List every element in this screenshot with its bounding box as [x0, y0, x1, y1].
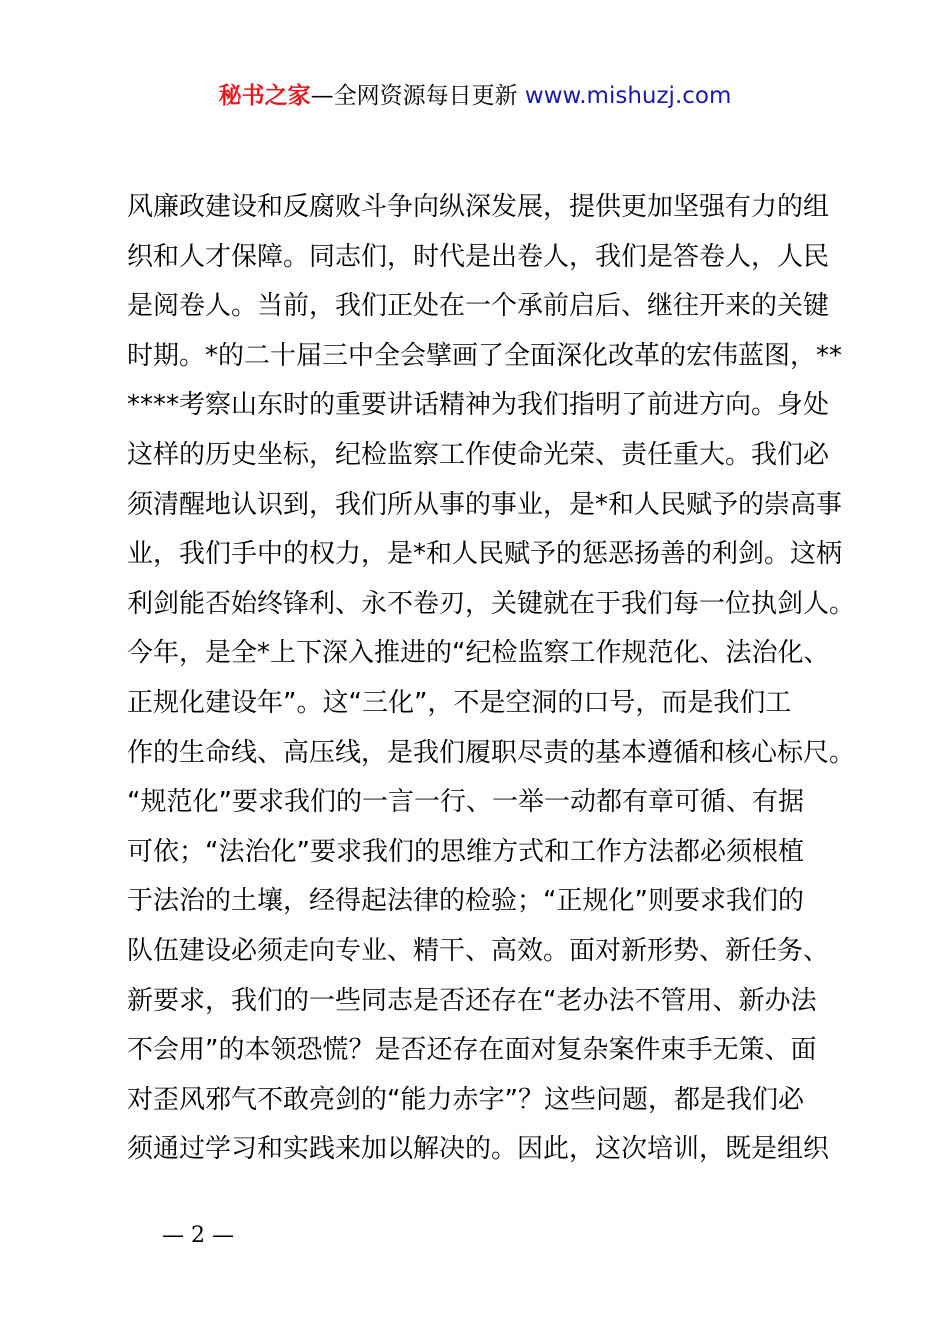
- document-body: [127, 183, 856, 1175]
- body-line: 新要求，我们的一些同志是否还存在“老办法不管用、新办法: [127, 985, 817, 1016]
- body-line: 今年，是全*上下深入推进的“纪检监察工作规范化、法治化、: [127, 638, 830, 669]
- body-line: 于法治的土壤，经得起法律的检验；“正规化”则要求我们的: [127, 886, 804, 917]
- body-line: ****考察山东时的重要讲话精神为我们指明了前进方向。身处: [127, 390, 830, 421]
- body-line: 正规化建设年”。这“三化”，不是空洞的口号，而是我们工: [127, 687, 792, 718]
- body-line: 作的生命线、高压线，是我们履职尽责的基本遵循和核心标尺。: [127, 737, 856, 768]
- body-line: 须清醒地认识到，我们所从事的事业，是*和人民赋予的崇高事: [127, 489, 843, 520]
- body-line: 可依；“法治化”要求我们的思维方式和工作方法都必须根植: [127, 836, 804, 867]
- body-line: 对歪风邪气不敢亮剑的“能力赤字”？这些问题，都是我们必: [127, 1084, 804, 1115]
- site-header: [0, 78, 950, 114]
- body-line: 业，我们手中的权力，是*和人民赋予的惩恶扬善的利剑。这柄: [127, 539, 843, 570]
- body-line: 是阅卷人。当前，我们正处在一个承前启后、继往开来的关键: [127, 291, 830, 322]
- body-line: 不会用”的本领恐慌？是否还存在面对复杂案件束手无策、面: [127, 1035, 817, 1066]
- body-line: 利剑能否始终锋利、永不卷刃，关键就在于我们每一位执剑人。: [127, 588, 856, 619]
- body-line: 队伍建设必须走向专业、精干、高效。面对新形势、新任务、: [127, 935, 830, 966]
- site-url: www.mishuzj.com: [524, 83, 732, 109]
- body-line: “规范化”要求我们的一言一行、一举一动都有章可循、有据: [127, 787, 804, 818]
- body-line: 织和人才保障。同志们，时代是出卷人，我们是答卷人，人民: [127, 241, 830, 272]
- header-tagline: —全网资源每日更新: [310, 83, 525, 109]
- body-line: 须通过学习和实践来加以解决的。因此，这次培训，既是组织: [127, 1134, 830, 1165]
- body-line: 这样的历史坐标，纪检监察工作使命光荣、责任重大。我们必: [127, 439, 830, 470]
- body-line: 风廉政建设和反腐败斗争向纵深发展，提供更加坚强有力的组: [127, 192, 830, 222]
- brand-name: 秘书之家: [218, 83, 311, 109]
- body-line: 时期。*的二十届三中全会擘画了全面深化改革的宏伟蓝图，**: [127, 340, 843, 371]
- page-number: — 2 —: [162, 1223, 234, 1248]
